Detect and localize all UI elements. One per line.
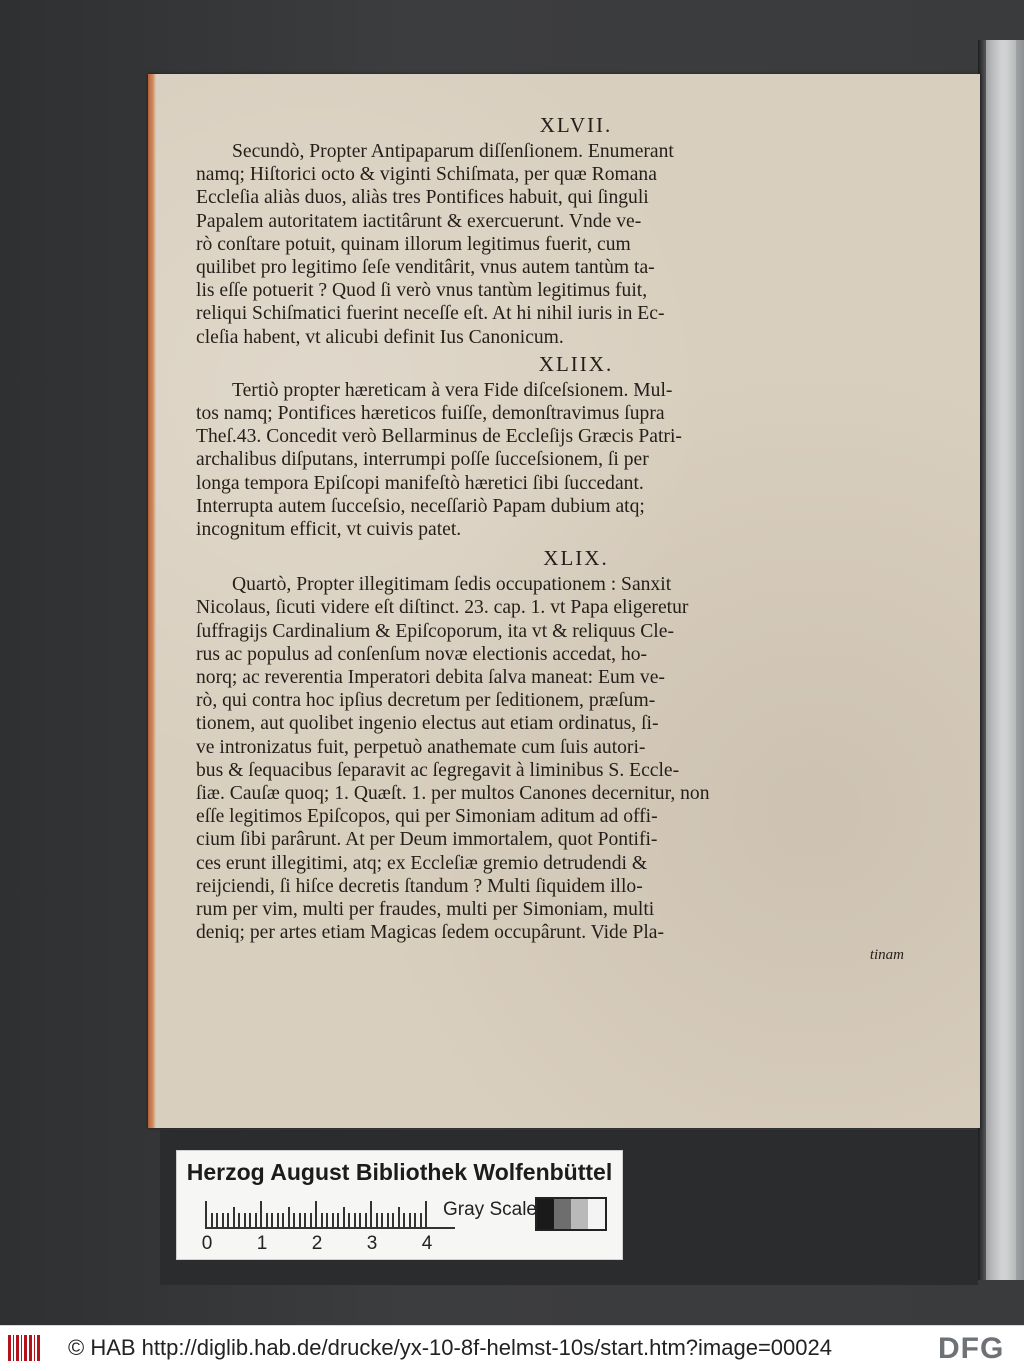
- gray-swatch: [588, 1199, 605, 1229]
- ruler-tick: [343, 1207, 345, 1227]
- ruler-tick: [359, 1213, 361, 1227]
- gray-swatch: [571, 1199, 588, 1229]
- ruler-tick: [222, 1213, 224, 1227]
- text-line: longa tempora Epiſcopi manifeſtò hæretici ſibi ſuccedant.: [196, 472, 644, 494]
- ruler-tick: [387, 1213, 389, 1227]
- text-line: Tertiò propter hæreticam à vera Fide diſceſsionem. Mul-: [232, 379, 673, 401]
- ruler-tick: [227, 1213, 229, 1227]
- text-line: reliqui Schiſmatici fuerint neceſſe eſt. At hi nihil iuris in Ec-: [196, 303, 665, 325]
- ruler-tick: [376, 1213, 378, 1227]
- ruler-tick: [244, 1213, 246, 1227]
- text-line: Eccleſia aliàs duos, aliàs tres Pontifices habuit, qui ſinguli: [196, 187, 649, 209]
- paragraph-49: [46, 573, 916, 944]
- page-text: [196, 110, 916, 965]
- ruler-tick: [266, 1213, 268, 1227]
- section-heading-48: XLIIX.: [538, 351, 614, 376]
- color-scale-card: [176, 1150, 623, 1260]
- ruler-tick: [321, 1213, 323, 1227]
- text-line: tos namq; Pontifices hæreticos fuiſſe, demonſtravimus ſupra: [196, 403, 665, 425]
- text-line: Secundò, Propter Antipaparum diſſenſionem. Enumerant: [232, 141, 674, 162]
- gray-scale-swatches: [535, 1197, 607, 1231]
- text-line: archalibus diſputans, interrumpi poſſe ſucceſsionem, ſi per: [196, 449, 649, 471]
- paragraph-48: [46, 379, 916, 541]
- gray-swatch: [554, 1199, 571, 1229]
- ruler-tick: [216, 1213, 218, 1227]
- text-line: quilibet pro legitimo ſeſe venditârit, vnus autem tantùm ta-: [196, 257, 655, 279]
- ruler-tick: [255, 1213, 257, 1227]
- ruler-tick: [414, 1213, 416, 1227]
- text-line: namq; Hiſtorici octo & viginti Schiſmata, per quæ Romana: [196, 164, 657, 186]
- text-line: Papalem autoritatem iactitârunt & exercuerunt. Vnde ve-: [196, 210, 642, 232]
- ruler-tick: [299, 1213, 301, 1227]
- text-line: reijciendi, ſi hiſce decretis ſtandum ? Multi ſiquidem illo-: [196, 875, 643, 897]
- ruler-tick: [392, 1213, 394, 1227]
- section-heading-47: XLVII.: [539, 113, 613, 137]
- ruler-number: 4: [421, 1233, 433, 1254]
- section-heading-49: XLIX.: [543, 546, 609, 571]
- ruler-tick: [326, 1213, 328, 1227]
- ruler: [205, 1197, 455, 1229]
- text-line: Nicolaus, ſicuti videre eſt diſtinct. 23. cap. 1. vt Papa eligeretur: [196, 597, 689, 619]
- ruler-tick: [315, 1201, 317, 1227]
- ruler-tick: [365, 1213, 367, 1227]
- paragraph-47: [46, 140, 916, 349]
- text-line: Interrupta autem ſucceſsio, neceſſariò Papam dubium atq;: [196, 495, 645, 517]
- text-line: ve intronizatus fuit, perpetuò anathemate cum ſuis autori-: [196, 736, 646, 758]
- text-line: eſſe legitimos Epiſcopos, qui per Simoniam aditum ad offi-: [196, 806, 658, 828]
- hab-barcode-icon[interactable]: [8, 1335, 46, 1361]
- ruler-tick: [354, 1213, 356, 1227]
- ruler-tick: [398, 1207, 400, 1227]
- ruler-tick: [271, 1213, 273, 1227]
- ruler-tick: [211, 1213, 213, 1227]
- ruler-tick: [238, 1213, 240, 1227]
- text-line: incognitum efficit, vt cuivis patet.: [196, 519, 462, 541]
- ruler-number: 0: [201, 1233, 213, 1254]
- ruler-number: 3: [366, 1233, 378, 1254]
- text-line: ſuffragijs Cardinalium & Epiſcoporum, ita vt & reliquus Cle-: [196, 620, 674, 642]
- ruler-tick: [348, 1213, 350, 1227]
- ruler-number: 2: [311, 1233, 323, 1254]
- source-url[interactable]: © HAB http://diglib.hab.de/drucke/yx-10-8f-helmst-10s/start.htm?image=00024: [68, 1335, 832, 1360]
- text-line: ces erunt illegitimi, atq; ex Eccleſiæ gremio detrudendi &: [196, 852, 648, 874]
- text-line: bus & ſequacibus ſeparavit ac ſegregavit à liminibus S. Eccle-: [196, 759, 680, 781]
- ruler-tick: [332, 1213, 334, 1227]
- ruler-tick: [425, 1201, 427, 1227]
- ruler-tick: [310, 1213, 312, 1227]
- text-line: ſiæ. Cauſæ quoq; 1. Quæſt. 1. per multos Canones decernitur, non: [196, 783, 710, 805]
- footer-bar: [0, 1325, 1024, 1371]
- ruler-tick: [260, 1201, 262, 1227]
- ruler-tick: [249, 1213, 251, 1227]
- text-line: rus ac populus ad conſenſum novæ electionis accedat, ho-: [196, 643, 648, 665]
- text-line: rò conſtare potuit, quinam illorum legitimus fuerit, cum: [196, 233, 631, 255]
- ruler-tick: [381, 1213, 383, 1227]
- catchword: tinam: [869, 946, 904, 963]
- gray-scale-label: Gray Scale: [443, 1199, 537, 1220]
- gray-swatch: [537, 1199, 554, 1229]
- ruler-tick: [282, 1213, 284, 1227]
- ruler-tick: [409, 1213, 411, 1227]
- ruler-tick: [337, 1213, 339, 1227]
- text-line: cleſia habent, vt alicubi definit Ius Canonicum.: [196, 326, 564, 348]
- ruler-tick: [370, 1201, 372, 1227]
- text-line: deniq; per artes etiam Magicas ſedem occupârunt. Vide Pla-: [196, 922, 665, 944]
- ruler-tick: [277, 1213, 279, 1227]
- text-line: norq; ac reverentia Imperatori debita ſalva maneat: Eum ve-: [196, 667, 665, 689]
- text-line: Quartò, Propter illegitimam ſedis occupationem : Sanxit: [232, 574, 672, 596]
- text-line: Theſ.43. Concedit verò Bellarminus de Eccleſijs Græcis Patri-: [196, 426, 682, 448]
- ruler-tick: [205, 1201, 207, 1227]
- dfg-logo: DFG: [938, 1332, 1005, 1365]
- text-line: tionem, aut quolibet ingenio electus aut etiam ordinatus, ſi-: [196, 713, 659, 735]
- ruler-tick: [293, 1213, 295, 1227]
- library-name: Herzog August Bibliothek Wolfenbüttel: [186, 1159, 613, 1185]
- ruler-tick: [288, 1207, 290, 1227]
- ruler-tick: [304, 1213, 306, 1227]
- ruler-number: 1: [256, 1233, 268, 1254]
- text-line: lis eſſe potuerit ? Quod ſi verò vnus tantùm legitimus fuit,: [196, 280, 648, 302]
- text-line: cium ſibi parârunt. At per Deum immortalem, quot Pontifi-: [196, 829, 658, 851]
- ruler-tick: [420, 1213, 422, 1227]
- adjacent-page-strip: [978, 40, 1024, 1280]
- text-line: rò, qui contra hoc ipſius decretum per ſeditionem, præſum-: [196, 690, 656, 712]
- text-line: rum per vim, multi per fraudes, multi per Simoniam, multi: [196, 899, 655, 921]
- ruler-tick: [233, 1207, 235, 1227]
- ruler-tick: [403, 1213, 405, 1227]
